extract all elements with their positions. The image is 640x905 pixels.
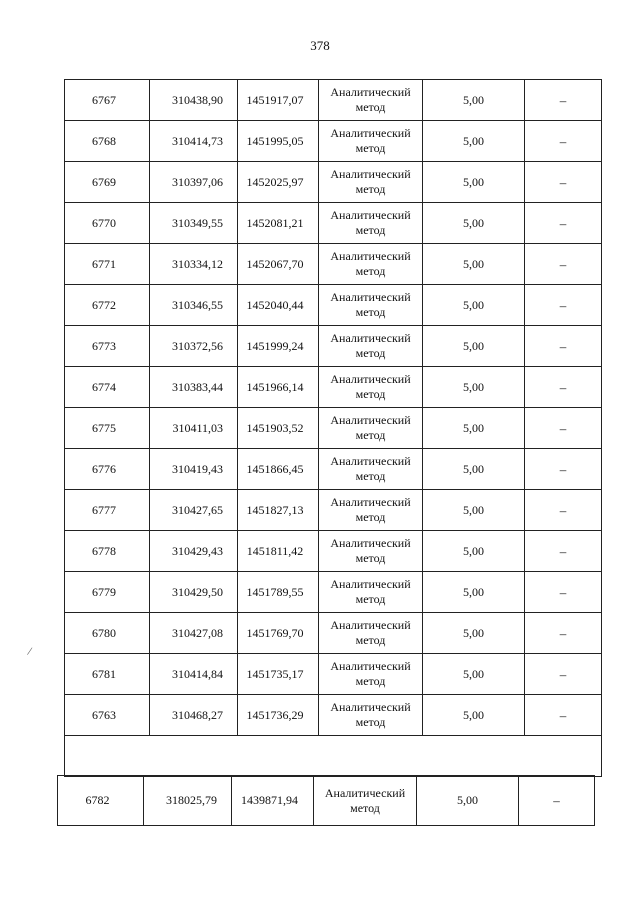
x-coordinate-cell: 310334,12 xyxy=(150,244,238,285)
method-line-2: метод xyxy=(355,469,386,483)
method-line-1: Аналитический xyxy=(330,208,411,222)
point-number-cell: 6773 xyxy=(65,326,150,367)
method-cell xyxy=(319,203,423,244)
x-coordinate-cell: 318025,79 xyxy=(144,776,232,826)
point-number-cell: 6776 xyxy=(65,449,150,490)
table-row xyxy=(65,695,602,736)
point-number-cell: 6777 xyxy=(65,490,150,531)
point-number-cell: 6774 xyxy=(65,367,150,408)
method-line-1: Аналитический xyxy=(330,85,411,99)
note-cell: – xyxy=(525,490,602,531)
point-number-cell: 6780 xyxy=(65,613,150,654)
method-cell xyxy=(319,121,423,162)
method-line-1: Аналитический xyxy=(330,372,411,386)
note-cell: – xyxy=(525,613,602,654)
table-row xyxy=(65,531,602,572)
method-line-2: метод xyxy=(355,387,386,401)
x-coordinate-cell: 310414,84 xyxy=(150,654,238,695)
method-line-1: Аналитический xyxy=(330,331,411,345)
method-line-1: Аналитический xyxy=(330,618,411,632)
note-cell: – xyxy=(519,776,595,826)
table-row xyxy=(65,367,602,408)
accuracy-cell: 5,00 xyxy=(423,326,525,367)
table-row xyxy=(58,776,595,826)
method-line-2: метод xyxy=(355,305,386,319)
x-coordinate-cell: 310438,90 xyxy=(150,80,238,121)
accuracy-cell: 5,00 xyxy=(423,203,525,244)
accuracy-cell: 5,00 xyxy=(423,408,525,449)
x-coordinate-cell: 310419,43 xyxy=(150,449,238,490)
method-cell xyxy=(319,162,423,203)
y-coordinate-cell: 1451995,05 xyxy=(238,121,319,162)
empty-cell xyxy=(65,736,602,777)
method-cell xyxy=(319,613,423,654)
note-cell: – xyxy=(525,572,602,613)
accuracy-cell: 5,00 xyxy=(417,776,519,826)
coordinates-table-body xyxy=(65,80,602,777)
x-coordinate-cell: 310411,03 xyxy=(150,408,238,449)
method-line-1: Аналитический xyxy=(330,577,411,591)
y-coordinate-cell: 1451966,14 xyxy=(238,367,319,408)
y-coordinate-cell: 1451866,45 xyxy=(238,449,319,490)
method-line-1: Аналитический xyxy=(330,454,411,468)
table-row xyxy=(65,408,602,449)
method-cell xyxy=(319,449,423,490)
point-number-cell: 6771 xyxy=(65,244,150,285)
point-number-cell: 6775 xyxy=(65,408,150,449)
table-row xyxy=(65,80,602,121)
note-cell: – xyxy=(525,203,602,244)
method-cell xyxy=(319,244,423,285)
x-coordinate-cell: 310346,55 xyxy=(150,285,238,326)
accuracy-cell: 5,00 xyxy=(423,654,525,695)
y-coordinate-cell: 1451769,70 xyxy=(238,613,319,654)
method-line-1: Аналитический xyxy=(330,413,411,427)
table-row xyxy=(65,654,602,695)
y-coordinate-cell: 1439871,94 xyxy=(232,776,314,826)
point-number-cell: 6781 xyxy=(65,654,150,695)
y-coordinate-cell: 1451811,42 xyxy=(238,531,319,572)
method-line-1: Аналитический xyxy=(330,249,411,263)
point-number-cell: 6779 xyxy=(65,572,150,613)
method-line-1: Аналитический xyxy=(330,536,411,550)
accuracy-cell: 5,00 xyxy=(423,121,525,162)
method-line-2: метод xyxy=(355,551,386,565)
table-row xyxy=(65,490,602,531)
method-line-1: Аналитический xyxy=(330,700,411,714)
y-coordinate-cell: 1451736,29 xyxy=(238,695,319,736)
note-cell: – xyxy=(525,162,602,203)
method-cell xyxy=(319,490,423,531)
x-coordinate-cell: 310383,44 xyxy=(150,367,238,408)
method-line-2: метод xyxy=(355,674,386,688)
empty-separator-row xyxy=(65,736,602,777)
y-coordinate-cell: 1451735,17 xyxy=(238,654,319,695)
table-row xyxy=(65,613,602,654)
point-number-cell: 6763 xyxy=(65,695,150,736)
coordinates-table xyxy=(64,79,602,777)
coordinates-table-second-part xyxy=(57,775,595,826)
point-number-cell: 6772 xyxy=(65,285,150,326)
table-row xyxy=(65,326,602,367)
method-line-2: метод xyxy=(355,715,386,729)
note-cell: – xyxy=(525,285,602,326)
y-coordinate-cell: 1451903,52 xyxy=(238,408,319,449)
table-row xyxy=(65,121,602,162)
y-coordinate-cell: 1451999,24 xyxy=(238,326,319,367)
accuracy-cell: 5,00 xyxy=(423,244,525,285)
y-coordinate-cell: 1451917,07 xyxy=(238,80,319,121)
table-row xyxy=(65,162,602,203)
method-cell xyxy=(314,776,417,826)
note-cell: – xyxy=(525,531,602,572)
table-row xyxy=(65,449,602,490)
method-line-2: метод xyxy=(355,346,386,360)
note-cell: – xyxy=(525,695,602,736)
accuracy-cell: 5,00 xyxy=(423,572,525,613)
accuracy-cell: 5,00 xyxy=(423,162,525,203)
method-cell xyxy=(319,531,423,572)
y-coordinate-cell: 1451827,13 xyxy=(238,490,319,531)
method-cell xyxy=(319,80,423,121)
method-line-2: метод xyxy=(350,800,380,815)
method-line-2: метод xyxy=(355,510,386,524)
accuracy-cell: 5,00 xyxy=(423,490,525,531)
method-cell xyxy=(319,326,423,367)
point-number-cell: 6778 xyxy=(65,531,150,572)
point-number-cell: 6782 xyxy=(58,776,144,826)
note-cell: – xyxy=(525,326,602,367)
x-coordinate-cell: 310349,55 xyxy=(150,203,238,244)
note-cell: – xyxy=(525,244,602,285)
table-row xyxy=(65,572,602,613)
method-line-2: метод xyxy=(355,264,386,278)
method-line-1: Аналитический xyxy=(330,290,411,304)
x-coordinate-cell: 310427,08 xyxy=(150,613,238,654)
x-coordinate-cell: 310429,50 xyxy=(150,572,238,613)
note-cell: – xyxy=(525,80,602,121)
y-coordinate-cell: 1452081,21 xyxy=(238,203,319,244)
method-cell xyxy=(319,367,423,408)
x-coordinate-cell: 310429,43 xyxy=(150,531,238,572)
method-cell xyxy=(319,285,423,326)
table-row xyxy=(65,203,602,244)
note-cell: – xyxy=(525,367,602,408)
accuracy-cell: 5,00 xyxy=(423,695,525,736)
method-line-2: метод xyxy=(355,182,386,196)
note-cell: – xyxy=(525,121,602,162)
method-line-1: Аналитический xyxy=(330,495,411,509)
method-cell xyxy=(319,572,423,613)
method-line-2: метод xyxy=(355,428,386,442)
note-cell: – xyxy=(525,408,602,449)
y-coordinate-cell: 1452025,97 xyxy=(238,162,319,203)
method-line-1: Аналитический xyxy=(324,785,406,800)
method-line-1: Аналитический xyxy=(330,659,411,673)
accuracy-cell: 5,00 xyxy=(423,449,525,490)
point-number-cell: 6768 xyxy=(65,121,150,162)
table-row xyxy=(65,244,602,285)
note-cell: – xyxy=(525,449,602,490)
point-number-cell: 6769 xyxy=(65,162,150,203)
point-number-cell: 6767 xyxy=(65,80,150,121)
method-cell xyxy=(319,695,423,736)
method-cell xyxy=(319,408,423,449)
note-cell: – xyxy=(525,654,602,695)
x-coordinate-cell: 310414,73 xyxy=(150,121,238,162)
method-line-2: метод xyxy=(355,223,386,237)
method-line-2: метод xyxy=(355,592,386,606)
y-coordinate-cell: 1452067,70 xyxy=(238,244,319,285)
y-coordinate-cell: 1451789,55 xyxy=(238,572,319,613)
method-line-2: метод xyxy=(355,633,386,647)
method-line-1: Аналитический xyxy=(330,167,411,181)
method-line-2: метод xyxy=(355,141,386,155)
accuracy-cell: 5,00 xyxy=(423,367,525,408)
method-cell xyxy=(319,654,423,695)
x-coordinate-cell: 310397,06 xyxy=(150,162,238,203)
x-coordinate-cell: 310372,56 xyxy=(150,326,238,367)
accuracy-cell: 5,00 xyxy=(423,80,525,121)
stray-pen-mark: / xyxy=(26,643,34,659)
page-number: 378 xyxy=(310,38,330,53)
y-coordinate-cell: 1452040,44 xyxy=(238,285,319,326)
accuracy-cell: 5,00 xyxy=(423,285,525,326)
point-number-cell: 6770 xyxy=(65,203,150,244)
x-coordinate-cell: 310427,65 xyxy=(150,490,238,531)
x-coordinate-cell: 310468,27 xyxy=(150,695,238,736)
method-line-2: метод xyxy=(355,100,386,114)
table-row xyxy=(65,285,602,326)
method-line-1: Аналитический xyxy=(330,126,411,140)
accuracy-cell: 5,00 xyxy=(423,531,525,572)
accuracy-cell: 5,00 xyxy=(423,613,525,654)
